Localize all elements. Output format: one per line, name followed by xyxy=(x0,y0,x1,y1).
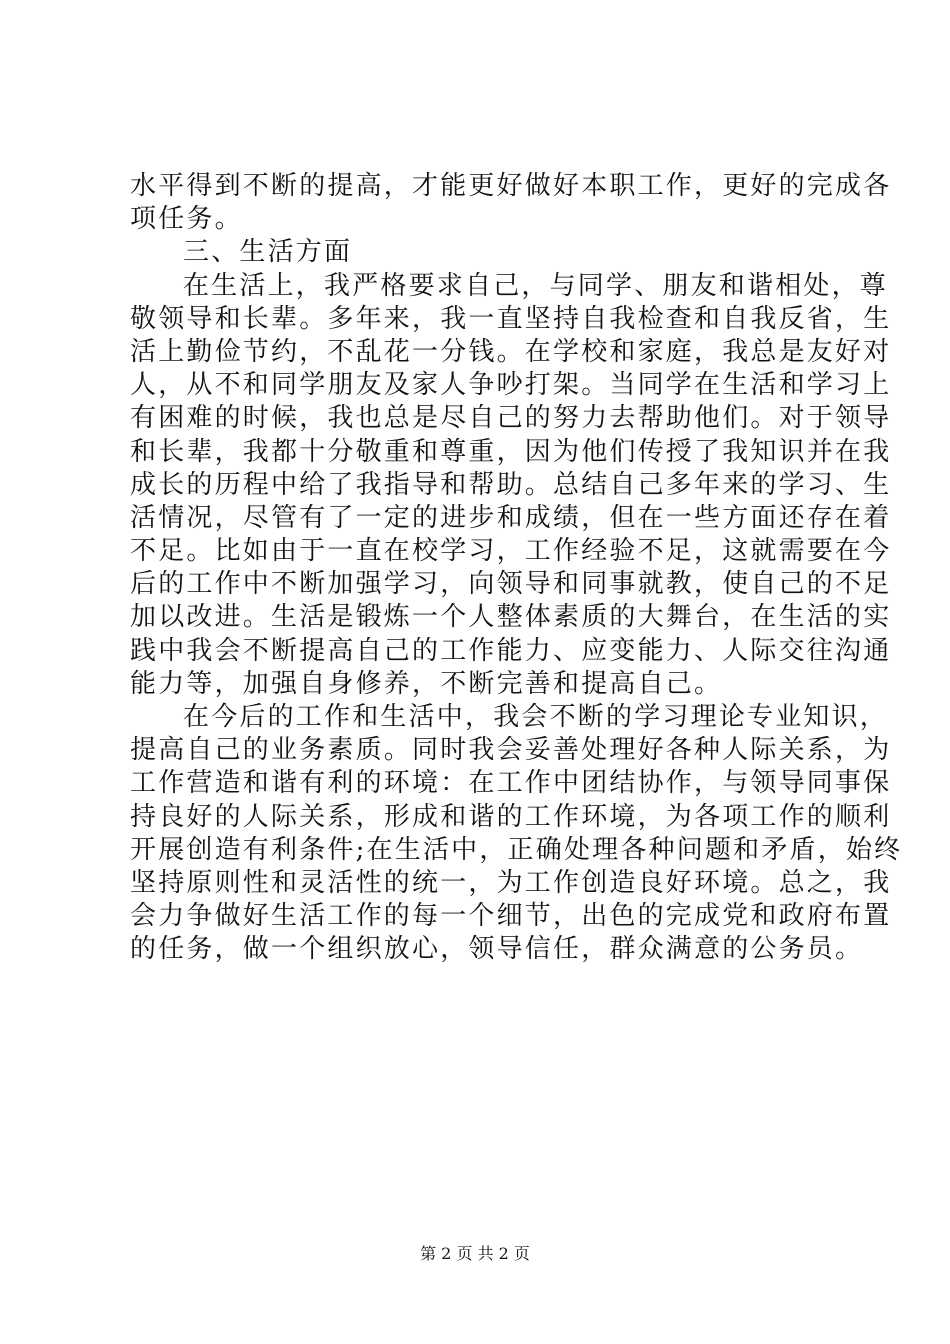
text-line: 工作营造和谐有利的环境：在工作中团结协作，与领导同事保 xyxy=(130,768,892,799)
page-number-footer: 第 2 页 共 2 页 xyxy=(420,1244,530,1263)
text-line: 活上勤俭节约，不乱花一分钱。在学校和家庭，我总是友好对 xyxy=(130,336,892,367)
text-line: 项任务。 xyxy=(130,204,243,235)
text-line: 不足。比如由于一直在校学习，工作经验不足，这就需要在今 xyxy=(130,536,892,567)
text-line: 提高自己的业务素质。同时我会妥善处理好各种人际关系，为 xyxy=(130,735,892,766)
text-line: 有困难的时候，我也总是尽自己的努力去帮助他们。对于领导 xyxy=(130,403,892,434)
text-line: 持良好的人际关系，形成和谐的工作环境，为各项工作的顺利 xyxy=(130,801,892,832)
text-line: 敬领导和长辈。多年来，我一直坚持自我检查和自我反省，生 xyxy=(130,303,892,334)
text-line: 会力争做好生活工作的每一个细节，出色的完成党和政府布置 xyxy=(130,901,892,932)
text-line: 的任务，做一个组织放心，领导信任，群众满意的公务员。 xyxy=(130,934,864,965)
text-line: 成长的历程中给了我指导和帮助。总结自己多年来的学习、生 xyxy=(130,469,892,500)
section-heading: 三、生活方面 xyxy=(183,237,353,268)
text-line: 坚持原则性和灵活性的统一，为工作创造良好环境。总之，我 xyxy=(130,867,892,898)
text-line: 开展创造有利条件;在生活中，正确处理各种问题和矛盾，始终 xyxy=(130,834,903,865)
text-line: 加以改进。生活是锻炼一个人整体素质的大舞台，在生活的实 xyxy=(130,602,892,633)
text-line: 能力等，加强自身修养，不断完善和提高自己。 xyxy=(130,668,723,699)
text-line: 和长辈，我都十分敬重和尊重，因为他们传授了我知识并在我 xyxy=(130,436,892,467)
text-line: 水平得到不断的提高，才能更好做好本职工作，更好的完成各 xyxy=(130,171,892,201)
document-body xyxy=(130,170,903,967)
text-line: 人，从不和同学朋友及家人争吵打架。当同学在生活和学习上 xyxy=(130,370,892,401)
paragraph-first-line: 在今后的工作和生活中，我会不断的学习理论专业知识， xyxy=(183,702,889,732)
paragraph-first-line: 在生活上，我严格要求自己，与同学、朋友和谐相处，尊 xyxy=(183,270,889,301)
text-line: 后的工作中不断加强学习，向领导和同事就教，使自己的不足 xyxy=(130,569,892,600)
text-line: 活情况，尽管有了一定的进步和成绩，但在一些方面还存在着 xyxy=(130,502,892,533)
text-line: 践中我会不断提高自己的工作能力、应变能力、人际交往沟通 xyxy=(130,635,892,666)
